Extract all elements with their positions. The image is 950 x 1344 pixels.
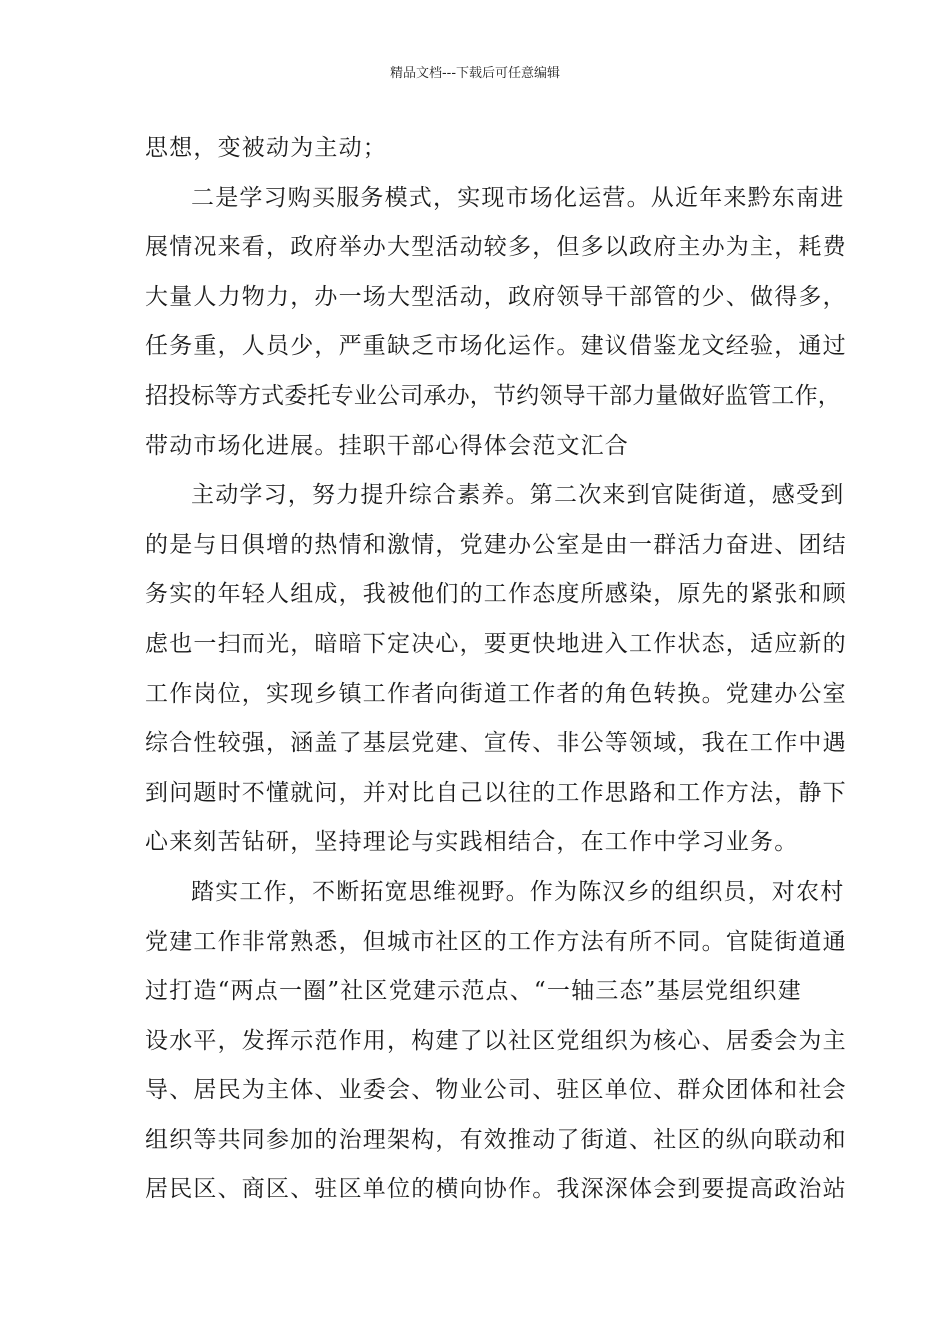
- text-line: 带动市场化进展。挂职干部心得体会范文汇合: [145, 432, 629, 459]
- page-header: 精品文档---下载后可任意编辑: [389, 66, 561, 81]
- text-line: 组织等共同参加的治理架构，有效推动了街道、社区的纵向联动和: [145, 1126, 847, 1153]
- text-line: 的是与日俱增的热情和激情，党建办公室是由一群活力奋进、团结: [145, 531, 847, 558]
- paragraph-first-line: 二是学习购买服务模式，实现市场化运营。从近年来黔东南进: [191, 184, 845, 211]
- text-line: 任务重，人员少，严重缺乏市场化运作。建议借鉴龙文经验，通过: [145, 333, 847, 360]
- text-line: 居民区、商区、驻区单位的横向协作。我深深体会到要提高政治站: [145, 1176, 847, 1203]
- text-line: 综合性较强，涵盖了基层党建、宣传、非公等领域，我在工作中遇: [145, 730, 847, 757]
- text-line: 导、居民为主体、业委会、物业公司、驻区单位、群众团体和社会: [145, 1077, 847, 1104]
- text-line: 虑也一扫而光，暗暗下定决心，要更快地进入工作状态，适应新的: [145, 630, 847, 657]
- text-line: 思想，变被动为主动；: [145, 135, 387, 161]
- paragraph-first-line: 踏实工作，不断拓宽思维视野。作为陈汉乡的组织员，对农村: [191, 878, 845, 905]
- text-line: 工作岗位，实现乡镇工作者向街道工作者的角色转换。党建办公室: [145, 680, 847, 707]
- text-line: 务实的年轻人组成，我被他们的工作态度所感染，原先的紧张和顾: [145, 581, 847, 608]
- text-line: 招投标等方式委托专业公司承办，节约领导干部力量做好监管工作，: [145, 382, 841, 409]
- paragraph-first-line: 主动学习，努力提升综合素养。第二次来到官陡街道，感受到: [191, 482, 845, 509]
- text-line: 展情况来看，政府举办大型活动较多，但多以政府主办为主，耗费: [145, 234, 847, 261]
- document-body: [145, 124, 847, 1215]
- text-line: 大量人力物力，办一场大型活动，政府领导干部管的少、做得多，: [145, 283, 847, 310]
- text-line: 过打造“两点一圈”社区党建示范点、“一轴三态”基层党组织建: [145, 978, 802, 1005]
- text-line: 设水平，发挥示范作用，构建了以社区党组织为核心、居委会为主: [145, 1027, 847, 1054]
- text-line: 党建工作非常熟悉，但城市社区的工作方法有所不同。官陡街道通: [145, 928, 847, 955]
- text-line: 到问题时不懂就问，并对比自己以往的工作思路和工作方法，静下: [145, 779, 847, 806]
- text-line: 心来刻苦钻研，坚持理论与实践相结合，在工作中学习业务。: [145, 829, 799, 856]
